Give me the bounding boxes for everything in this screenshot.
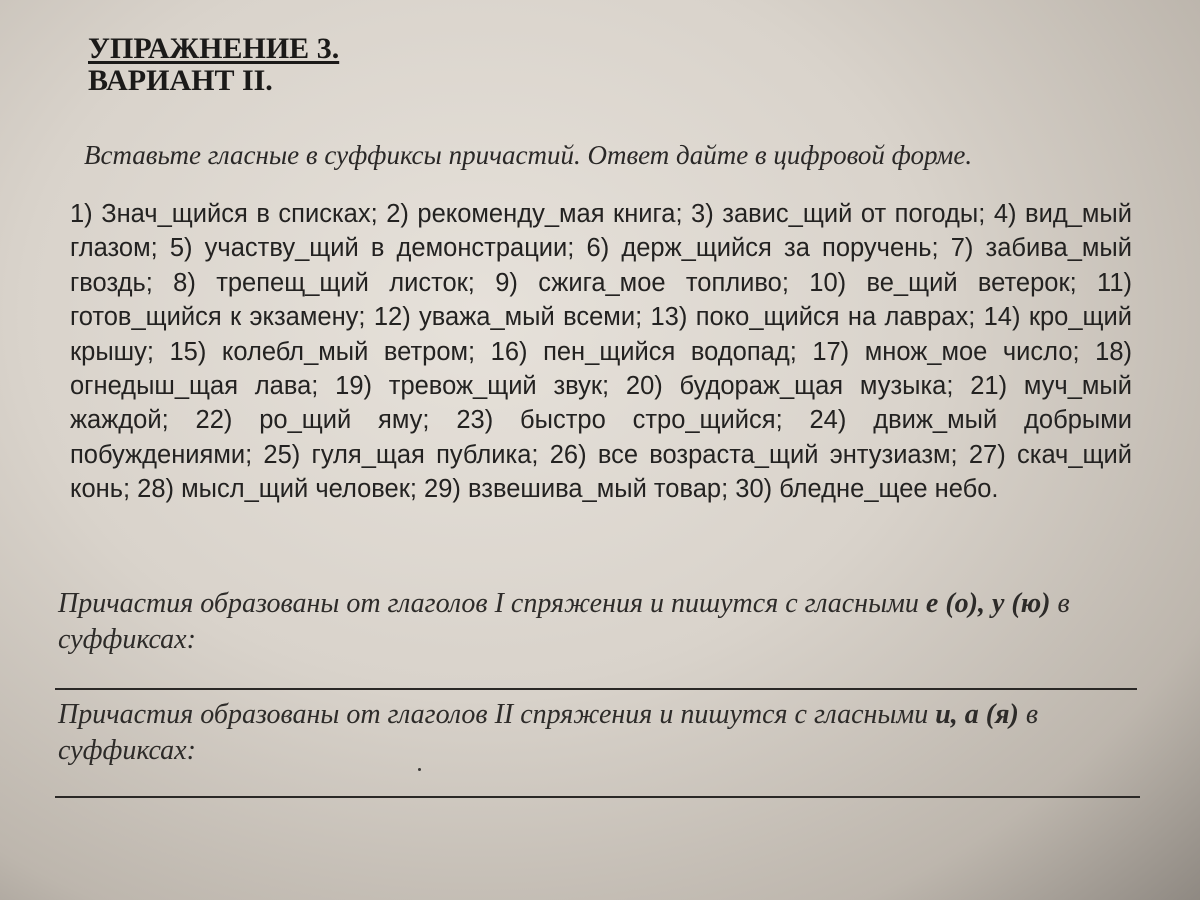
- variant-title: ВАРИАНТ II.: [88, 64, 273, 97]
- conjugation-1-text: Причастия образованы от глаголов I спряжения и пишутся с гласными: [58, 588, 926, 619]
- conjugation-2-vowels: и, а (я): [935, 699, 1019, 730]
- answer-line-1: [55, 688, 1137, 690]
- conjugation-2-prompt: [58, 697, 1143, 769]
- conjugation-2-text: Причастия образованы от глаголов II спряжения и пишутся с гласными: [58, 699, 936, 730]
- instruction-text: Вставьте гласные в суффиксы причастий. Ответ дайте в цифровой форме.: [84, 140, 973, 170]
- exercise-title: УПРАЖНЕНИЕ 3.: [88, 32, 340, 65]
- paper-speck: [418, 768, 421, 771]
- exercise-items-text: 1) Знач_щийся в списках; 2) рекоменду_мая книга; 3) завис_щий от погоды; 4) вид_мый глазом; 5) участву_щий в демонстрации; 6) держ_щийся за поручень; 7) забива_мый гвоздь; 8) трепещ_щий листок; 9) сжига_мое топливо; 10) ве_щий ветерок; 11) готов_щийся к экзамену; 12) уважа_мый всеми; 13) поко_щийся на лаврах; 14) кро_щий крышу; 15) колебл_мый ветром; 16) пен_щийся водопад; 17) множ_мое число; 18) огнедыш_щая лава; 19) тревож_щий звук; 20) будораж_щая музыка; 21) муч_мый жаждой; 22) ро_щий яму; 23) быстро стро_щийся; 24) движ_мый добрыми побуждениями; 25) гуля_щая публика; 26) все возраста_щий энтузиазм; 27) скач_щий конь; 28) мысл_щий человек; 29) взвешива_мый товар; 30) бледне_щее небо.: [70, 200, 1132, 504]
- conjugation-1-suffix-text: в суффиксах:: [58, 588, 1070, 655]
- conjugation-1-prompt: [58, 586, 1143, 658]
- conjugation-2-suffix-text: в суффиксах:: [58, 699, 1039, 766]
- conjugation-1-vowels: е (о), у (ю): [925, 588, 1051, 619]
- answer-line-2: [55, 796, 1140, 798]
